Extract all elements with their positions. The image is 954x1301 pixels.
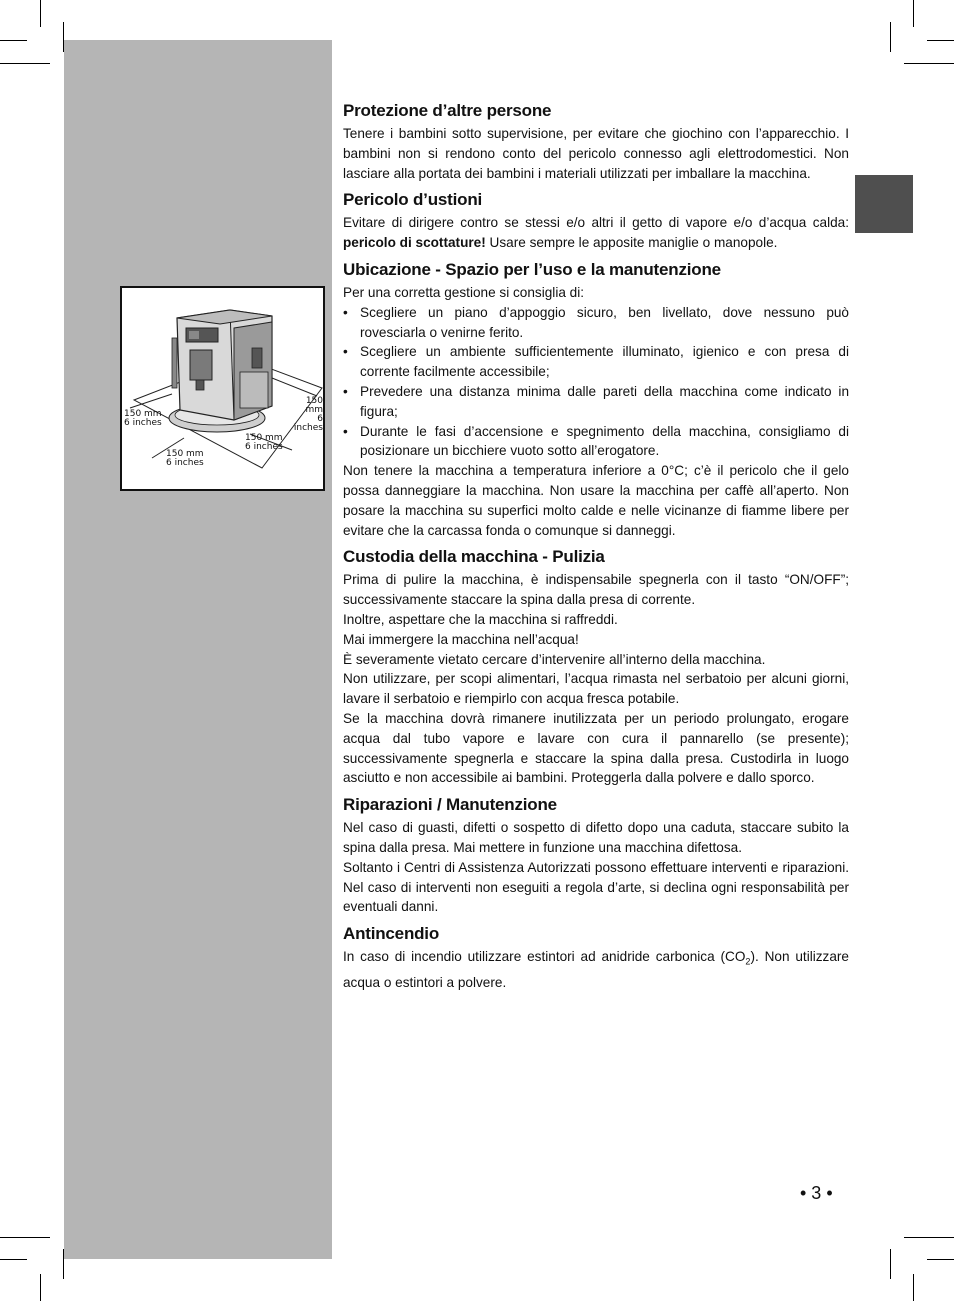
subscript: 2 [745, 956, 751, 967]
dim-label-front-left [166, 450, 204, 468]
crop-mark [913, 0, 914, 27]
section-text [343, 213, 849, 253]
section-burn-danger [343, 189, 849, 253]
crop-mark [0, 40, 27, 41]
paragraph: Prima di pulire la macchina, è indispensabile spegnerla con il tasto “ON/OFF”; successivamente staccare la spina dalla presa di corrente. [343, 572, 849, 608]
crop-mark [927, 1259, 954, 1260]
dim-label-mm: 150 mm [166, 449, 204, 459]
section-other-people [343, 100, 849, 183]
section-intro: Per una corretta gestione si consiglia di: [343, 284, 585, 300]
main-content [343, 100, 849, 998]
section-title: Pericolo d’ustioni [343, 190, 483, 210]
section-text [343, 947, 849, 992]
list-item: • Scegliere un piano d’appoggio sicuro, ben livellato, dove nessuno può rovesciarla o venirne ferito. [343, 303, 849, 343]
paragraph: Se la macchina dovrà rimanere inutilizzata per un periodo prolungato, erogare acqua dal tubo vapore e lavare con cura il pannarello (se presente); successivamente spegnerla e staccare la spina dalla presa. Custodirla in luogo asciutto e non accessibile ai bambini. Proteggerla dalla polvere e dallo sporco. [343, 710, 849, 786]
section-location [343, 259, 849, 540]
crop-mark [890, 22, 891, 52]
paragraph: Soltanto i Centri di Assistenza Autorizzati possono effettuare interventi e riparazioni. Nel caso di interventi non eseguiti a regola d’arte, si declina ogni responsabilità per eventuali danni. [343, 859, 849, 915]
list-item: • Prevedere una distanza minima dalle pareti della macchina come indicato in figura; [343, 382, 849, 422]
crop-mark [890, 1249, 891, 1279]
page-number: • 3 • [800, 1183, 833, 1203]
section-text: Non tenere la macchina a temperatura inferiore a 0°C; c’è il pericolo che il gelo possa danneggiare la macchina. Non usare la macchina per caffè all’aperto. Non posare la macchina su superfici molto calde e nelle vicinanze di fiamme libere per evitare che la carcassa fonda o comunque si danneggi. [343, 463, 849, 538]
crop-mark [0, 1237, 50, 1238]
crop-mark [904, 1237, 954, 1238]
crop-mark [927, 40, 954, 41]
section-title: Custodia della macchina - Pulizia [343, 547, 605, 567]
dim-label-inches: 6 inches [293, 414, 323, 433]
list-item: • Scegliere un ambiente sufficientemente illuminato, igienico e con presa di corrente facilmente accessibile; [343, 342, 849, 382]
section-cleaning [343, 546, 849, 788]
section-text: Tenere i bambini sotto supervisione, per evitare che giochino con l’apparecchio. I bambini non si rendono conto del pericolo connesso agli elettrodomestici. Non lasciare alla portata dei bambini i materiali utilizzati per imballare la macchina. [343, 126, 849, 181]
paragraph: Non utilizzare, per scopi alimentari, l’acqua rimasta nel serbatoio per alcuni giorni, lavare il serbatoio e riempirlo con acqua fresca potabile. [343, 671, 849, 707]
crop-mark [0, 63, 50, 64]
dim-label-left [124, 410, 162, 428]
bold-warning: pericolo di scottature! [343, 235, 486, 251]
dim-label-inches: 6 inches [124, 418, 162, 428]
dim-label-inches: 6 inches [166, 458, 204, 468]
coffee-machine-illustration [122, 288, 323, 489]
chapter-tab [855, 175, 913, 233]
dim-label-right [286, 397, 323, 433]
dim-label-front-right [245, 434, 283, 452]
crop-mark [913, 1274, 914, 1301]
grey-sidebar [64, 40, 332, 1259]
paragraph: Mai immergere la macchina nell’acqua! [343, 631, 579, 647]
crop-mark [40, 1274, 41, 1301]
dim-label-mm: 150 mm [245, 433, 283, 443]
text-run: In caso di incendio utilizzare estintori ad anidride carbonica (CO [343, 949, 746, 965]
dim-label-inches: 6 inches [245, 442, 283, 452]
list-item: • Durante le fasi d’accensione e spegnimento della macchina, consigliamo di posizionare un bicchiere vuoto sotto all’erogatore. [343, 422, 849, 462]
section-title: Protezione d’altre persone [343, 101, 552, 120]
text-run: Evitare di dirigere contro se stessi e/o altri il getto di vapore e/o d’acqua calda: [343, 215, 849, 231]
paragraph: Inoltre, aspettare che la macchina si raffreddi. [343, 611, 618, 627]
clearance-figure [120, 286, 325, 491]
crop-mark [0, 1259, 27, 1260]
section-title: Riparazioni / Manutenzione [343, 795, 557, 815]
section-repairs [343, 794, 849, 917]
dim-label-mm: 150 mm [305, 396, 323, 415]
text-run: ). Non utilizzare acqua o estintori a polvere. [343, 949, 849, 990]
section-title: Ubicazione - Spazio per l’uso e la manutenzione [343, 259, 721, 279]
text-run: Usare sempre le apposite maniglie o manopole. [485, 235, 778, 251]
section-title: Antincendio [343, 924, 440, 944]
section-fire [343, 923, 849, 992]
paragraph: È severamente vietato cercare d’intervenire all’interno della macchina. [343, 651, 766, 667]
crop-mark [40, 0, 41, 27]
bullet-list [343, 303, 849, 461]
dim-label-mm: 150 mm [124, 409, 162, 419]
crop-mark [904, 63, 954, 64]
paragraph: Nel caso di guasti, difetti o sospetto di difetto dopo una caduta, staccare subito la spina dalla presa. Mai mettere in funzione una macchina difettosa. [343, 820, 849, 855]
